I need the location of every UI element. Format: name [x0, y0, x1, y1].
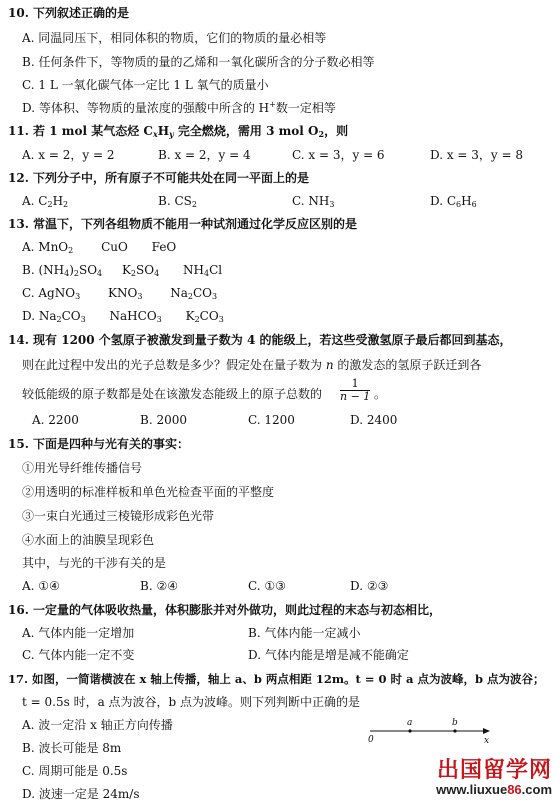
q15-fact-4: ④水面上的油膜呈现彩色 [22, 533, 155, 547]
q14-option-b: B. 2000 [140, 413, 187, 427]
q15-option-a: A. ①④ [22, 579, 60, 593]
q13-option-a: A. MnO$_2$ CuO FeO [22, 240, 177, 255]
q16-option-d: D. 气体内能是增是减不能确定 [248, 648, 409, 662]
q11-option-c: C. x = 3，y = 6 [292, 148, 385, 162]
q16-option-c: C. 气体内能一定不变 [22, 648, 135, 662]
x-axis-arrow [483, 728, 490, 734]
q16-option-a: A. 气体内能一定增加 [22, 626, 135, 640]
q11-option-b: B. x = 2，y = 4 [158, 148, 251, 162]
origin-label: 0 [368, 735, 374, 745]
q17-line-1: 17. 如图，一简谐横波在 x 轴上传播，轴上 a、b 两点相距 12m。t = 0 时 a 点为波峰，b 点为波谷； [8, 672, 545, 686]
watermark-title: 出国留学网 [436, 758, 552, 783]
q17-option-c: C. 周期可能是 0.5s [22, 764, 128, 778]
q11-option-d: D. x = 3，y = 8 [430, 148, 524, 162]
q14-line-3-end: 。 [374, 387, 387, 401]
site-watermark [436, 759, 552, 797]
q11-option-a: A. x = 2，y = 2 [22, 148, 115, 162]
q10-option-b: B. 任何条件下，等物质的量的乙烯和一氧化碳所含的分子数必相等 [22, 55, 375, 69]
q15-fact-1: ①用光导纤维传播信号 [22, 461, 143, 475]
q15-option-b: B. ②④ [140, 579, 178, 593]
q15-fact-3: ③一束白光通过三棱镜形成彩色光带 [22, 509, 215, 523]
q10-option-c: C. 1 L 一氧化碳气体一定比 1 L 氧气的质量小 [22, 78, 269, 92]
q10-option-d: D. 等体积、等物质的量浓度的强酸中所含的 H+数一定相等 [22, 100, 336, 115]
q17-option-b: B. 波长可能是 8m [22, 741, 122, 755]
q17-option-a: A. 波一定沿 x 轴正方向传播 [22, 718, 173, 732]
q16-stem: 16. 一定量的气体吸收热量，体积膨胀并对外做功，则此过程的末态与初态相比， [8, 603, 442, 617]
q12-option-b: B. $CS_2$ [158, 194, 197, 209]
point-a [408, 729, 411, 732]
q14-line-3: 较低能级的原子数都是处在该激发态能级上的原子总数的 [22, 387, 323, 401]
q15-question: 其中，与光的干涉有关的是 [22, 556, 167, 570]
q15-stem: 15. 下面是四种与光有关的事实： [8, 437, 190, 451]
q14-option-a: A. 2200 [32, 413, 79, 427]
q16-option-b: B. 气体内能一定减小 [248, 626, 361, 640]
q17-line-2: t = 0.5s 时，a 点为波谷，b 点为波峰。则下列判断中正确的是 [22, 695, 361, 709]
q15-option-c: C. ①③ [248, 579, 286, 593]
watermark-url: www.liuxue86.com [436, 782, 552, 797]
q10-stem: 10. 下列叙述正确的是 [8, 6, 130, 20]
fraction-denominator: n − 1 [340, 390, 371, 403]
q13-stem: 13. 常温下，下列各组物质不能用一种试剂通过化学反应区别的是 [8, 217, 358, 231]
point-b-label: b [452, 718, 458, 728]
q14-line-2: 则在此过程中发出的光子总数是多少？假定处在量子数为 n 的激发态的氢原子跃迁到各 [22, 358, 482, 372]
q12-stem: 12. 下列分子中，所有原子不可能共处在同一平面上的是 [8, 171, 310, 185]
x-axis-label: x [484, 736, 490, 746]
q12-option-d: D. $C_6H_6$ [430, 194, 477, 209]
q15-fact-2: ②用透明的标准样板和单色光检查平面的平整度 [22, 485, 275, 499]
q12-option-c: C. $NH_3$ [292, 194, 335, 209]
point-b [453, 729, 456, 732]
q14-option-d: D. 2400 [350, 413, 398, 427]
q17-option-d: D. 波速一定是 24m/s [22, 787, 140, 801]
q14-option-c: C. 1200 [248, 413, 295, 427]
q12-option-a: A. $C_2H_2$ [22, 194, 69, 209]
fraction-numerator: 1 [340, 378, 370, 391]
q11-stem: 11. 若 1 mol 某气态烃 $C_xH_y$ 完全燃烧，需用 3 mol $O_2$，则 [8, 124, 349, 139]
q10-option-a: A. 同温同压下，相同体积的物质，它们的物质的量必相等 [22, 31, 327, 45]
q13-option-b: B. $(NH_4)_2SO_4$ $K_2SO_4$ $NH_4Cl$ [22, 263, 223, 278]
q15-option-d: D. ②③ [350, 579, 389, 593]
q13-option-d: D. $Na_2CO_3$ NaHCO$_3$ $K_2CO_3$ [22, 309, 224, 324]
q14-fraction [340, 378, 370, 403]
q13-option-c: C. AgNO$_3$ $KNO_3$ $Na_2CO_3$ [22, 286, 218, 301]
q14-line-1: 14. 现有 1200 个氢原子被激发到量子数为 4 的能级上，若这些受激氢原子最后都回到基态， [8, 333, 512, 347]
q17-axis-figure [360, 716, 495, 746]
point-a-label: a [407, 718, 413, 728]
